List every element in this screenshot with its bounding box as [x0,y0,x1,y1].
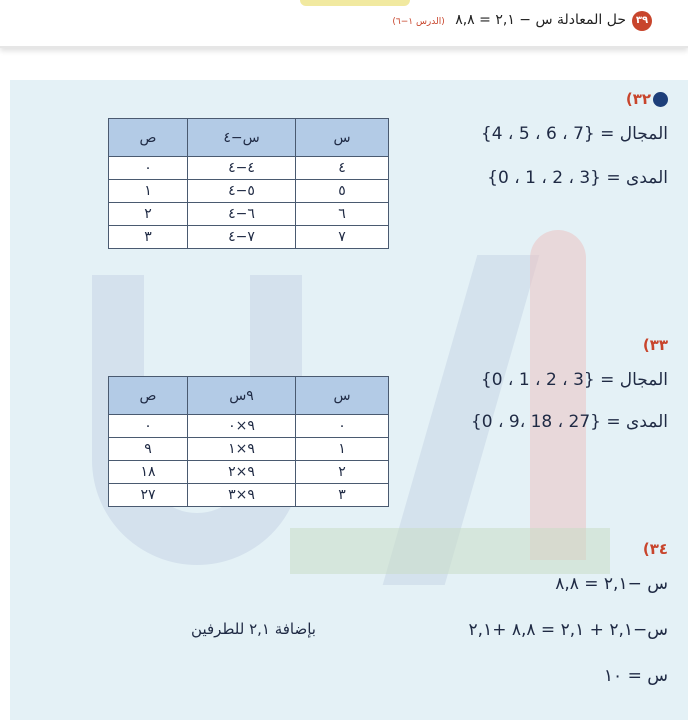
item-33-table [108,376,389,507]
item-34-step-2-note: بإضافة ٢,١ للطرفين [191,620,316,638]
table-row: ٢ ٦−٤ ٦ [109,203,389,226]
item-33-number: ٣٣) [642,336,668,354]
item-34-step-1: س −٢,١ = ٨,٨ [555,574,668,594]
table-row: ٠ ٤−٤ ٤ [109,157,389,180]
item-34-step-2: س−٢,١ + ٢,١ = ٨,٨ +٢,١ [468,620,668,640]
table-row: ١٨ ٩×٢ ٢ [109,461,389,484]
item-33-domain: المجال = {3 ، 2 ، 1 ، 0} [480,370,668,390]
item-33-range: المدى = {27 ، 18 ،9 ، 0} [470,412,668,432]
lesson-reference: (الدرس ١−٦) [392,17,445,27]
item-34-number: ٣٤) [642,540,668,558]
item-32-range: المدى = {3 ، 2 ، 1 ، 0} [487,168,668,188]
table-row: ٩ ٩×١ ١ [109,438,389,461]
question-number-badge: ٣٩ [632,11,652,31]
table-row: ٣ ٧−٤ ٧ [109,226,389,249]
watermark-logo-red-bar [530,230,586,560]
solutions-panel [10,80,688,720]
table-row: ٢٧ ٩×٣ ٣ [109,484,389,507]
table-header-y: ص [109,119,188,157]
table-row: ١ ٥−٤ ٥ [109,180,389,203]
item-32-number: ٣٢) [626,90,668,108]
question-header [0,0,688,48]
watermark-logo-green-bar [290,528,610,574]
table-header-expr: ٩س [188,377,296,415]
table-row: ٠ ٩×٠ ٠ [109,415,389,438]
item-32-domain: المجال = {7 ، 6 ، 5 ، 4} [480,124,668,144]
question-text [392,12,626,28]
item-badge-icon [653,92,668,107]
item-34-step-3: س = ١٠ [603,666,668,686]
table-header-x: س [296,377,389,415]
header-accent [300,0,410,6]
question-equation: حل المعادلة س − ٢,١ = ٨,٨ [455,12,626,28]
item-32-table [108,118,389,249]
table-header-expr: س−٤ [188,119,296,157]
table-header-y: ص [109,377,188,415]
table-header-x: س [296,119,389,157]
